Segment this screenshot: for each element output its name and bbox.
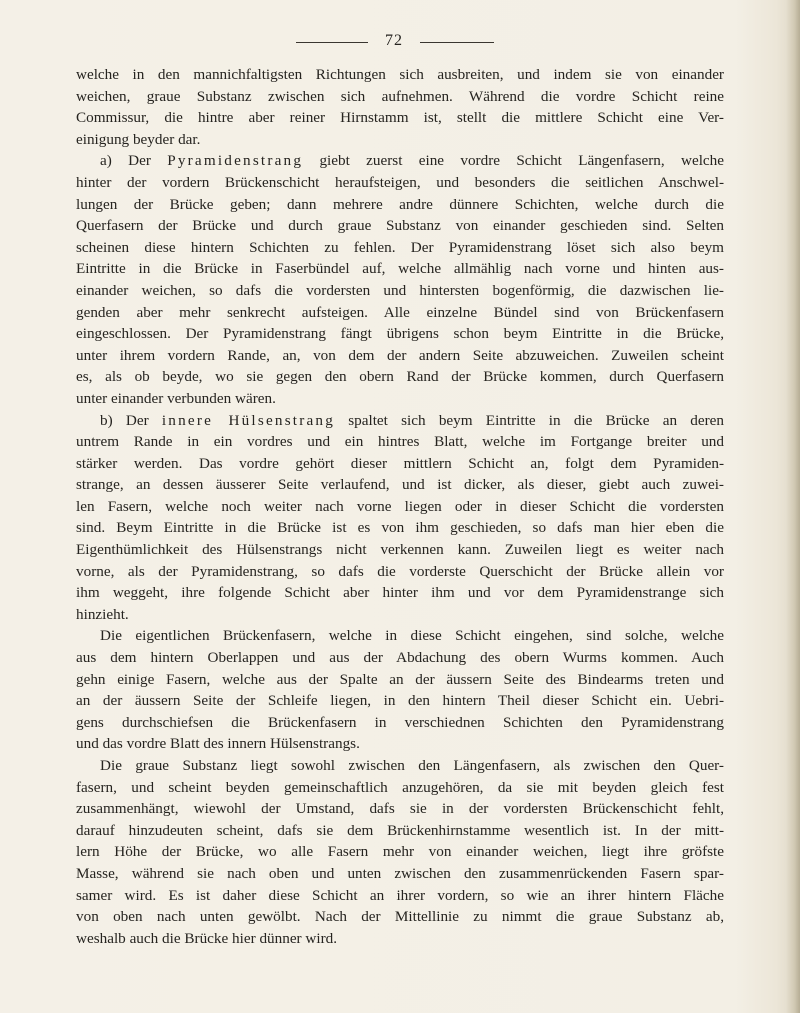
text-line: Die graue Substanz liegt sowohl zwischen den Längenfasern, als zwischen den Quer- [100,757,724,774]
text-line: Eintritte in die Brücke in Faserbündel auf, welche allmählig nach vorne und hinten aus- [76,260,724,278]
text-line: welche in den mannichfaltigsten Richtungen sich ausbreiten, und indem sie von einander [76,66,724,83]
text-line: fasern, und scheint beyden gemeinschaftlich anzugehören, da sie mit beyden gleich fest [76,778,724,796]
text-line: es, als ob beyde, wo sie gegen den obern Rand der Brücke kommen, durch Querfasern [76,368,724,386]
text-line: a) Der Pyramidenstrang giebt zuerst eine vordre Schicht Längenfasern, welche [100,152,724,170]
text-line: und das vordre Blatt des innern Hülsenstrangs. [76,735,360,753]
page-number: 72 [385,32,403,49]
text-line: genden aber mehr senkrecht aufsteigen. Alle einzelne Bündel sind von Brückenfasern [76,303,724,321]
paragraph [76,410,724,626]
text-line: Die eigentlichen Brückenfasern, welche in diese Schicht eingehen, sind solche, welche [100,627,724,645]
text-line: gens durchschiefsen die Brückenfasern in verschiednen Schichten den Pyramidenstrang [76,713,724,731]
paragraph [76,755,724,949]
text-line: hinter der vordern Brückenschicht heraufsteigen, und besonders die seitlichen Anschwel- [76,173,724,191]
text-line: untrem Rande in ein vordres und ein hintres Blatt, welche im Fortgange breiter und [76,433,724,451]
text-line: zusammenhängt, wiewohl der Umstand, dafs sie in der vordersten Brückenschicht fehlt, [76,800,724,818]
text-line: an der äussern Seite der Schleife liegen, in den hintern Theil dieser Schicht ein. Uebri- [76,692,724,710]
text-line: lungen der Brücke geben; dann mehrere andre dünnere Schichten, welche durch die [76,195,724,213]
text-line: strange, an dessen äusserer Seite verlaufend, und ist dicker, als dieser, giebt auch zuwei- [76,476,724,494]
text-line: von oben nach unten gewölbt. Nach der Mittellinie zu nimmt die graue Substanz ab, [76,908,724,926]
text-line: gehn einige Fasern, welche aus der Spalte an der äussern Seite des Bindearms treten und [76,670,724,688]
text-line: b) Der innere Hülsenstrang spaltet sich beym Eintritte in die Brücke an deren [100,411,724,429]
page-edge-shadow [786,0,800,1013]
body-text [76,64,724,949]
text-line: Eigenthümlichkeit des Hülsenstrangs nicht verkennen kann. Zuweilen liegt es weiter nach [76,541,724,559]
text-line: sind. Beym Eintritte in die Brücke ist es von ihm geschieden, so dafs man hier eben die [76,519,724,537]
text-line: aus dem hintern Oberlappen und aus der Abdachung des obern Wurms kommen. Auch [76,649,724,667]
text-line: lern Höhe der Brücke, wo alle Fasern mehr von einander weichen, liegt ihre gröfste [76,843,724,861]
text-line: ihm weggeht, ihre folgende Schicht aber hinter ihm und vor dem Pyramidenstrange sich [76,584,724,602]
text-line: weichen, graue Substanz zwischen sich aufnehmen. Während die vordre Schicht reine [76,87,724,105]
text-line: vorne, als der Pyramidenstrang, so dafs die vorderste Querschicht der Brücke allein vor [76,562,724,580]
text-line: unter einander verbunden wären. [76,389,276,407]
header-rule-right [420,42,494,43]
text-line: len Fasern, welche noch weiter nach vorne liegen oder in dieser Schicht die vordersten [76,497,724,515]
text-line: Commissur, die hintre aber reiner Hirnstamm ist, stellt die mittlere Schicht eine Ver- [76,109,724,127]
text-line: scheinen diese hintern Schichten zu fehlen. Der Pyramidenstrang löset sich also beym [76,238,724,256]
paragraph [76,150,724,409]
text-line: darauf hinzudeuten scheint, dafs sie dem Brückenhirnstamme wesentlich ist. In der mitt- [76,821,724,839]
paragraph [76,625,724,755]
text-line: Masse, während sie nach oben und unten zwischen den zusammenrückenden Fasern spar- [76,864,724,882]
text-line: hinzieht. [76,605,129,623]
page-header [74,32,714,52]
text-line: einander weichen, so dafs die vordersten und hintersten bogenförmig, die dazwischen lie- [76,281,724,299]
paragraph [76,64,724,150]
header-rule-left [296,42,368,43]
text-line: stärker werden. Das vordre gehört dieser mittlern Schicht an, folgt dem Pyramiden- [76,454,724,472]
text-line: samer wird. Es ist daher diese Schicht an ihrer vordern, so wie an ihrer hintern Fläche [76,886,724,904]
text-line: weshalb auch die Brücke hier dünner wird. [76,929,338,947]
text-line: Querfasern der Brücke und durch graue Substanz von einander geschieden sind. Selten [76,217,724,235]
text-line: unter ihrem vordern Rande, an, von dem der andern Seite abzuweichen. Zuweilen scheint [76,346,724,364]
text-line: einigung beyder dar. [76,130,201,148]
text-line: eingeschlossen. Der Pyramidenstrang fängt übrigens schon beym Eintritte in die Brücke, [76,325,724,343]
